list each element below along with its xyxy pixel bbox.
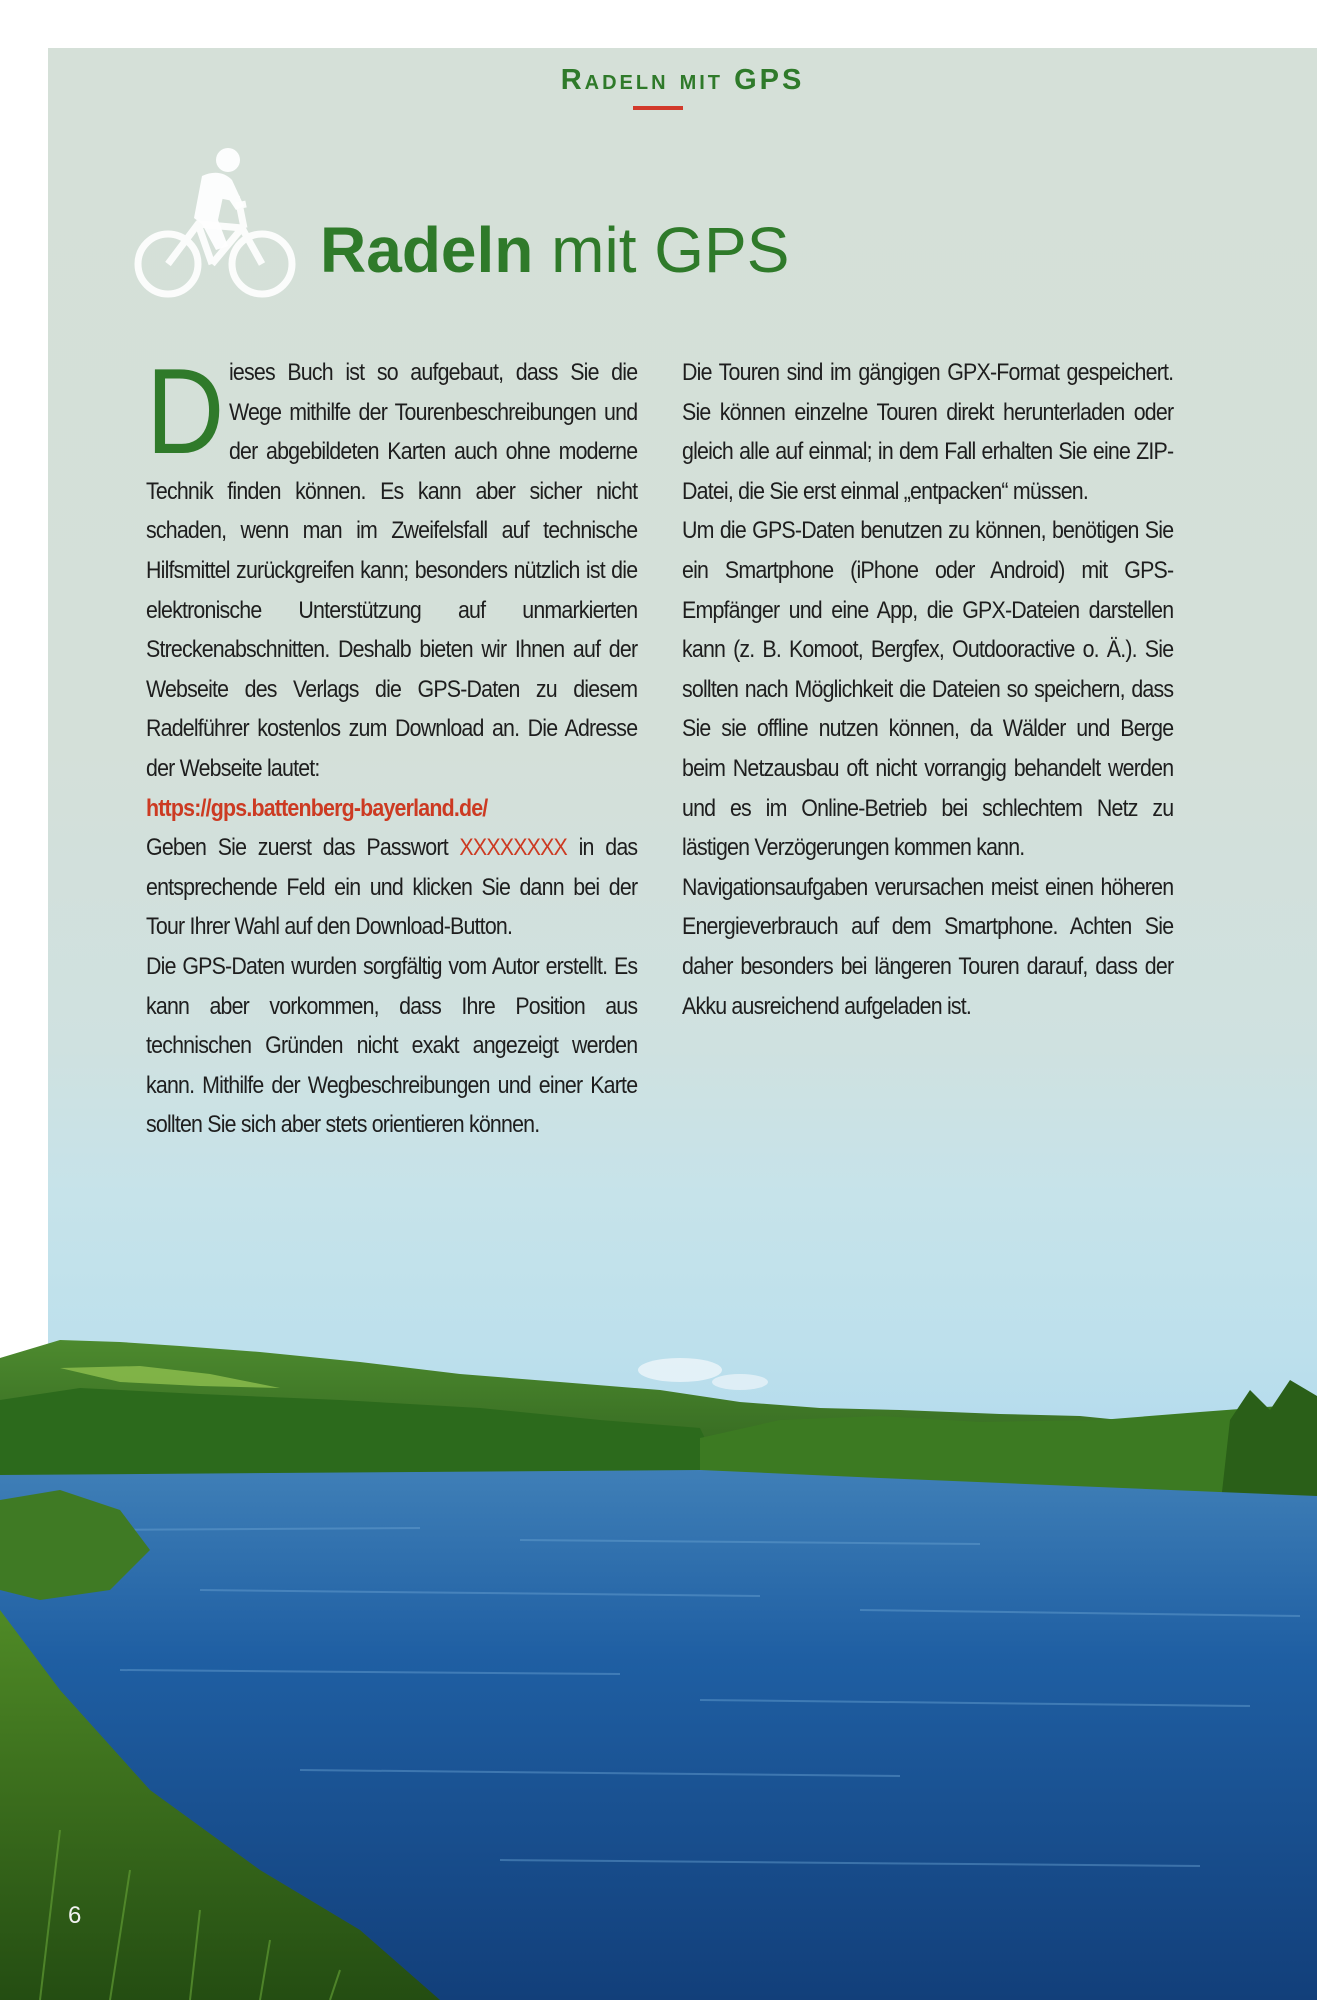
gps-download-link[interactable]: https://gps.battenberg-bayerland.de/ (146, 794, 488, 822)
page-title (320, 214, 790, 286)
paragraph (146, 828, 637, 947)
paragraph: Navigationsaufgaben verursachen meist einen höheren Energieverbrauch auf dem Smartphone. Achten Sie daher besonders bei längeren Touren darauf, dass der Akku ausreichend aufgeladen ist. (682, 873, 1174, 1020)
running-header: Radeln mit GPS (560, 64, 805, 96)
paragraph (146, 343, 638, 828)
river-landscape-photo (0, 1270, 1317, 2000)
header-rule (633, 106, 683, 110)
password-intro: Geben Sie zuerst das Passwort (146, 834, 460, 862)
page-number: 6 (68, 1902, 82, 1929)
paragraph: Um die GPS-Daten benutzen zu können, benötigen Sie ein Smartphone (iPhone oder Android) mit GPS-Empfänger und eine App, die GPX-Dateien darstellen kann (z. B. Komoot, Bergfex, Outdooractive o. Ä.). Sie sollten nach Möglichkeit die Dateien so speichern, dass Sie sie offline nutzen können, da Wälder und Berge beim Netzausbau oft nicht vorrangig behandelt werden und es im Online-Betrieb bei schlechtem Netz zu lästigen Verzögerungen kommen kann. (682, 517, 1174, 862)
paragraph: Die Touren sind im gängigen GPX-Format gespeichert. Sie können einzelne Touren direkt herunterladen oder gleich alle auf einmal; in dem Fall erhalten Sie eine ZIP-Datei, die Sie erst einmal „entpacken“ müssen. (682, 359, 1174, 505)
cyclist-icon (132, 146, 297, 306)
title-bold: Radeln (320, 214, 534, 286)
password-placeholder: XXXXXXXX (459, 834, 568, 862)
drop-cap: D (146, 343, 224, 479)
title-rest: mit GPS (533, 214, 790, 286)
paragraph: Die GPS-Daten wurden sorgfältig vom Autor erstellt. Es kann aber vorkommen, dass Ihre Position aus technischen Gründen nicht exakt angezeigt werden kann. Mithilfe der Wegbeschreibungen und einer Karte sollten Sie sich aber stets orientieren können. (146, 952, 638, 1139)
intro-text: ieses Buch ist so aufgebaut, dass Sie die Wege mithilfe der Tourenbeschreibungen und der abgebildeten Karten auch ohne moderne Technik finden können. Es kann aber sicher nicht schaden, wenn man im Zweifelsfall auf technische Hilfsmittel zurückgreifen kann; besonders nützlich ist die elektronische Unterstützung auf unmarkierten Streckenabschnitten. Deshalb bieten wir Ihnen auf der Webseite des Verlags die GPS-Daten zu diesem Radelführer kostenlos zum Download an. Die Adresse der Webseite lautet: (146, 359, 638, 782)
left-column (146, 343, 638, 1145)
right-column (682, 353, 1173, 1026)
password-instructions: in das entsprechende Feld ein und klicken Sie dann bei der Tour Ihrer Wahl auf den Download-Button. (146, 834, 638, 941)
